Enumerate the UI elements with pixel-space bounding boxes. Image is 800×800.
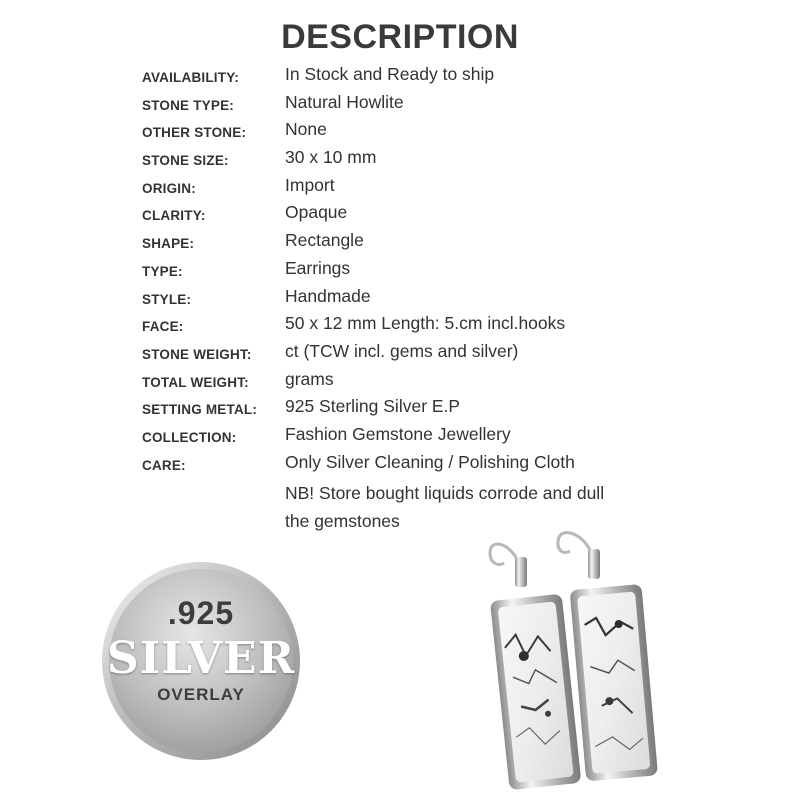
spec-label: STONE SIZE: [142,153,229,169]
spec-value: 50 x 12 mm Length: 5.cm incl.hooks [285,313,566,334]
spec-label: CLARITY: [142,208,206,224]
spec-value: ct (TCW incl. gems and silver) [285,340,519,361]
spec-value: Only Silver Cleaning / Polishing Cloth [285,451,575,472]
spec-value: None [285,119,327,140]
spec-value: In Stock and Ready to ship [285,64,495,84]
spec-label: SHAPE: [142,236,195,252]
care-note-line-1: NB! Store bought liquids corrode and dull [285,483,605,503]
silver-overlay-badge [101,561,301,761]
spec-label: STONE TYPE: [142,97,234,113]
earrings-image [460,505,660,795]
spec-label: CARE: [142,457,186,473]
spec-label: AVAILABILITY: [142,70,240,85]
spec-label: STONE WEIGHT: [142,346,252,362]
spec-value: Handmade [285,285,371,306]
badge-metal: SILVER [106,633,296,684]
spec-label: SETTING METAL: [142,402,258,418]
care-note-line-2: the gemstones [285,511,400,531]
spec-label: TOTAL WEIGHT: [142,374,249,390]
spec-value: Earrings [285,257,351,278]
spec-label: FACE: [142,319,184,335]
badge-purity: .925 [167,595,235,631]
badge-finish: OVERLAY [157,685,245,704]
spec-value: Rectangle [285,230,364,251]
spec-label: COLLECTION: [142,429,237,445]
howlite-earrings-icon [460,505,660,795]
spec-value: 925 Sterling Silver E.P [285,396,461,417]
spec-label: ORIGIN: [142,180,196,196]
spec-value: Natural Howlite [285,91,404,112]
spec-label: TYPE: [142,263,183,279]
spec-label: STYLE: [142,291,192,307]
page-title: DESCRIPTION [281,18,519,56]
spec-value: Import [285,174,335,195]
spec-value: grams [285,368,334,389]
spec-value: Fashion Gemstone Jewellery [285,423,511,444]
spec-value: 30 x 10 mm [285,147,377,168]
spec-value: Opaque [285,202,348,223]
spec-label: OTHER STONE: [142,125,247,141]
